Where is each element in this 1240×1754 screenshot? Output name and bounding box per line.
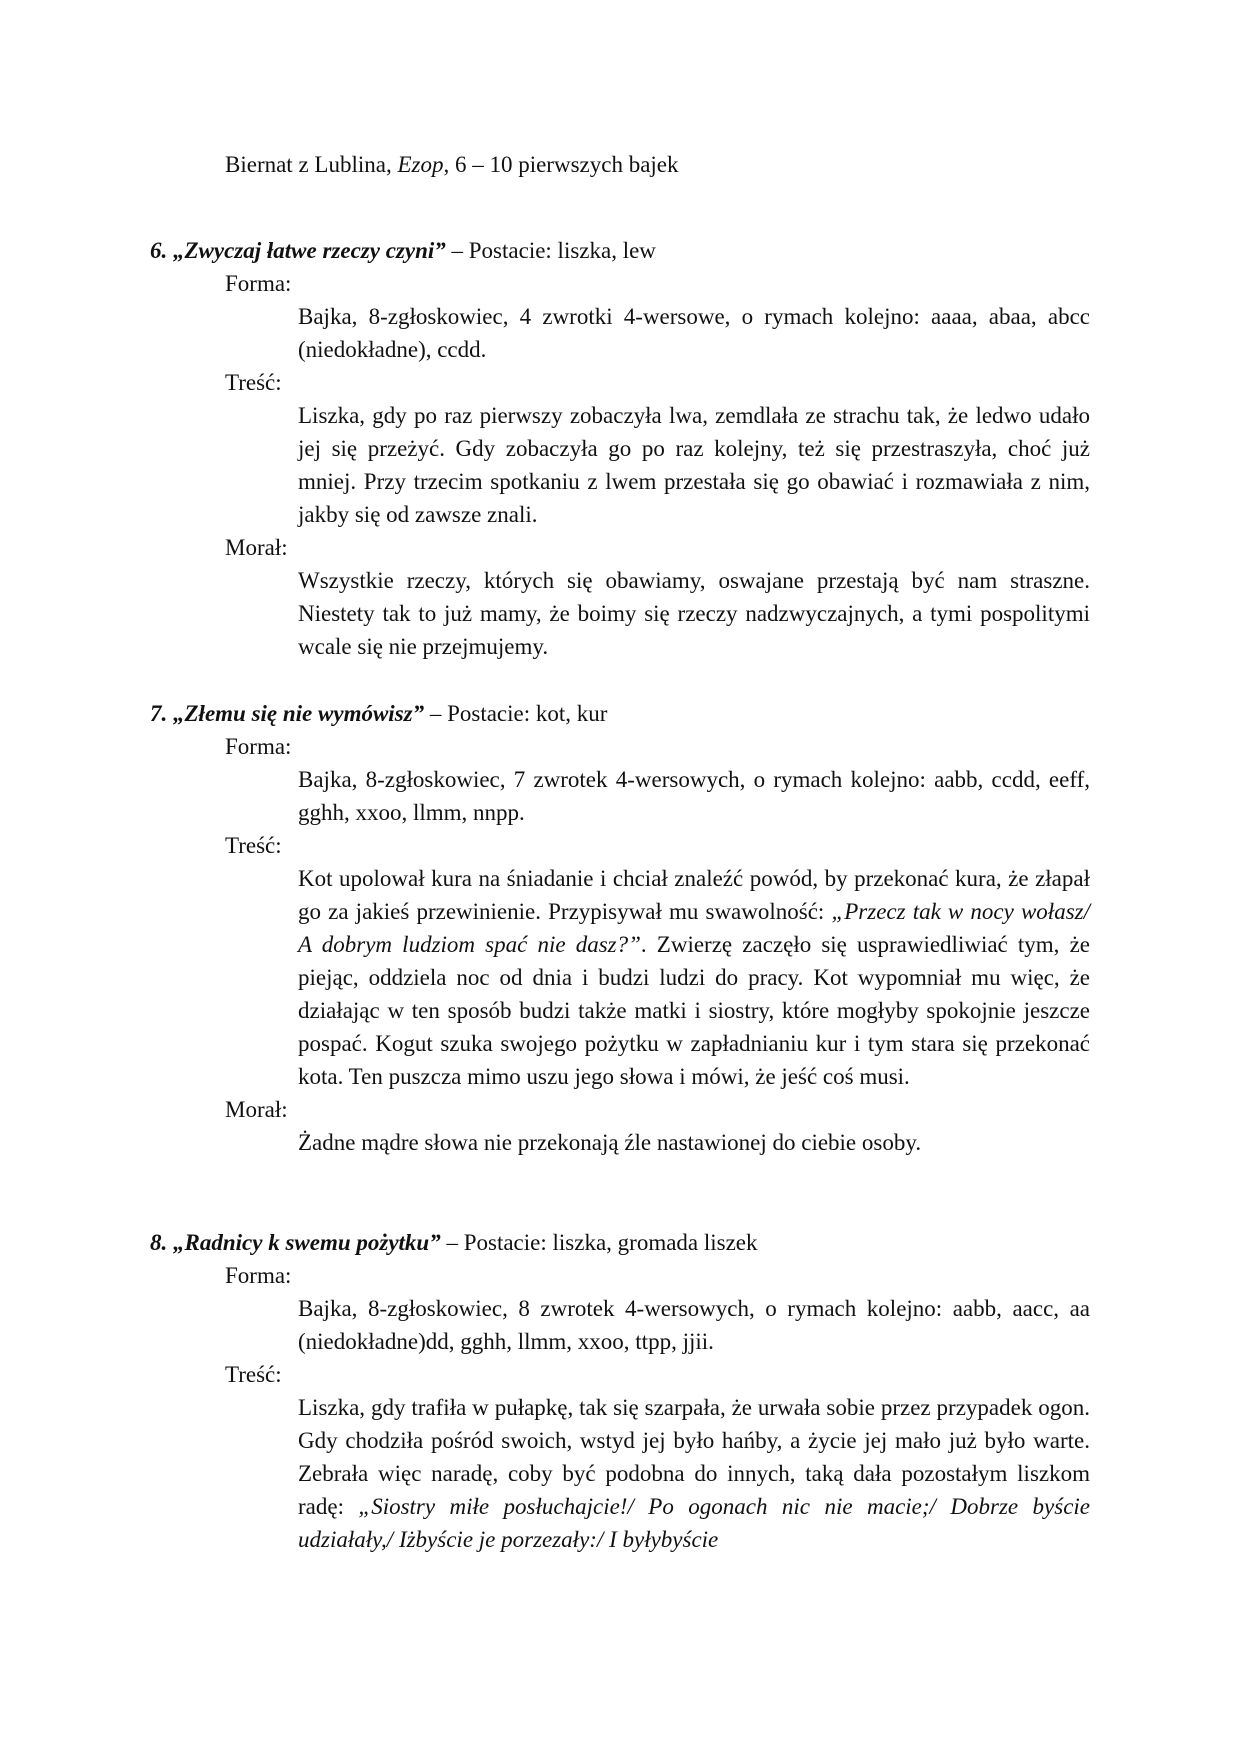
- fable-characters: – Postacie: liszka, lew: [445, 238, 656, 263]
- header-scope: , 6 – 10 pierwszych bajek: [443, 152, 679, 177]
- fable-section-8: [150, 1226, 1090, 1556]
- fable-characters: – Postacie: kot, kur: [424, 701, 608, 726]
- moral-text: Żadne mądre słowa nie przekonają źle nastawionej do ciebie osoby.: [298, 1130, 922, 1155]
- tresc-text-part: Liszka, gdy trafiła w pułapkę, tak się szarpała, że urwała sobie przez przypadek ogon. Gdy chodziła pośród swoich, wstyd jej było hańby, a życie jej mało już było warte. Zebrała więc naradę, coby być podobna do innych, taką dała pozostałym liszkom radę:: [298, 1395, 1090, 1519]
- fable-number: 8.: [150, 1230, 168, 1255]
- forma-text: Bajka, 8-zgłoskowiec, 7 zwrotek 4-wersowych, o rymach kolejno: aabb, ccdd, eeff, gghh, xxoo, llmm, nnpp.: [298, 767, 1090, 825]
- fable-heading: [150, 1226, 1090, 1259]
- tresc-quote: „Przecz tak w nocy wołasz/ A dobrym ludziom spać nie dasz?”: [298, 899, 1090, 957]
- tresc-text-part: . Zwierzę zaczęło się usprawiedliwiać tym, że piejąc, oddziela noc od dnia i budzi ludzi do pracy. Kot wypomniał mu więc, że działając w ten sposób budzi także matki i siostry, które mogłyby spokojnie jeszcze pospać. Kogut szuka swojego pożytku w zapładnianiu kur i tym stara się przekonać kota. Ten puszcza mimo uszu jego słowa i mówi, że jeść coś musi.: [298, 932, 1090, 1089]
- fable-title: „Radnicy k swemu pożytku”: [173, 1230, 441, 1255]
- moral-label: Morał:: [225, 1097, 288, 1122]
- tresc-label: Treść:: [225, 370, 282, 395]
- forma-text: Bajka, 8-zgłoskowiec, 8 zwrotek 4-wersowych, o rymach kolejno: aabb, aacc, aa (niedokładne)dd, gghh, llmm, xxoo, ttpp, jjii.: [298, 1296, 1090, 1354]
- fable-section-6: [150, 234, 1090, 663]
- header-author: Biernat z Lublina,: [225, 152, 398, 177]
- document-header: [225, 148, 679, 181]
- tresc-text: [298, 862, 1090, 1093]
- fable-number: 6.: [150, 238, 168, 263]
- forma-label: Forma:: [225, 734, 292, 759]
- tresc-quote: „Siostry miłe posłuchajcie!/ Po ogonach nic nie macie;/ Dobrze byście udziałały,/ Iżbyście je porzezały:/ I byłybyście: [298, 1494, 1090, 1552]
- header-work-title: Ezop: [397, 152, 444, 177]
- tresc-text: Liszka, gdy po raz pierwszy zobaczyła lwa, zemdlała ze strachu tak, że ledwo udało jej się przeżyć. Gdy zobaczyła go po raz kolejny, też się przestraszyła, choć już mniej. Przy trzecim spotkaniu z lwem przestała się go obawiać i rozmawiała z nim, jakby się od zawsze znali.: [298, 403, 1090, 527]
- fable-title: „Złemu się nie wymówisz”: [173, 701, 425, 726]
- fable-number: 7.: [150, 701, 168, 726]
- moral-text: Wszystkie rzeczy, których się obawiamy, oswajane przestają być nam straszne. Niestety tak to już mamy, że boimy się rzeczy nadzwyczajnych, a tymi pospolitymi wcale się nie przejmujemy.: [298, 568, 1090, 659]
- forma-label: Forma:: [225, 1263, 292, 1288]
- tresc-label: Treść:: [225, 1362, 282, 1387]
- fable-title: „Zwyczaj łatwe rzeczy czyni”: [173, 238, 446, 263]
- tresc-text-part: Kot upolował kura na śniadanie i chciał znaleźć powód, by przekonać kura, że złapał go za jakieś przewinienie. Przypisywał mu swawolność:: [298, 866, 1090, 924]
- tresc-text: [298, 1391, 1090, 1556]
- forma-label: Forma:: [225, 271, 292, 296]
- fable-section-7: [150, 697, 1090, 1159]
- fable-characters: – Postacie: liszka, gromada liszek: [440, 1230, 758, 1255]
- tresc-label: Treść:: [225, 833, 282, 858]
- moral-label: Morał:: [225, 535, 288, 560]
- forma-text: Bajka, 8-zgłoskowiec, 4 zwrotki 4-wersowe, o rymach kolejno: aaaa, abaa, abcc (niedokładne), ccdd.: [298, 304, 1090, 362]
- fable-heading: [150, 234, 1090, 267]
- fable-heading: [150, 697, 1090, 730]
